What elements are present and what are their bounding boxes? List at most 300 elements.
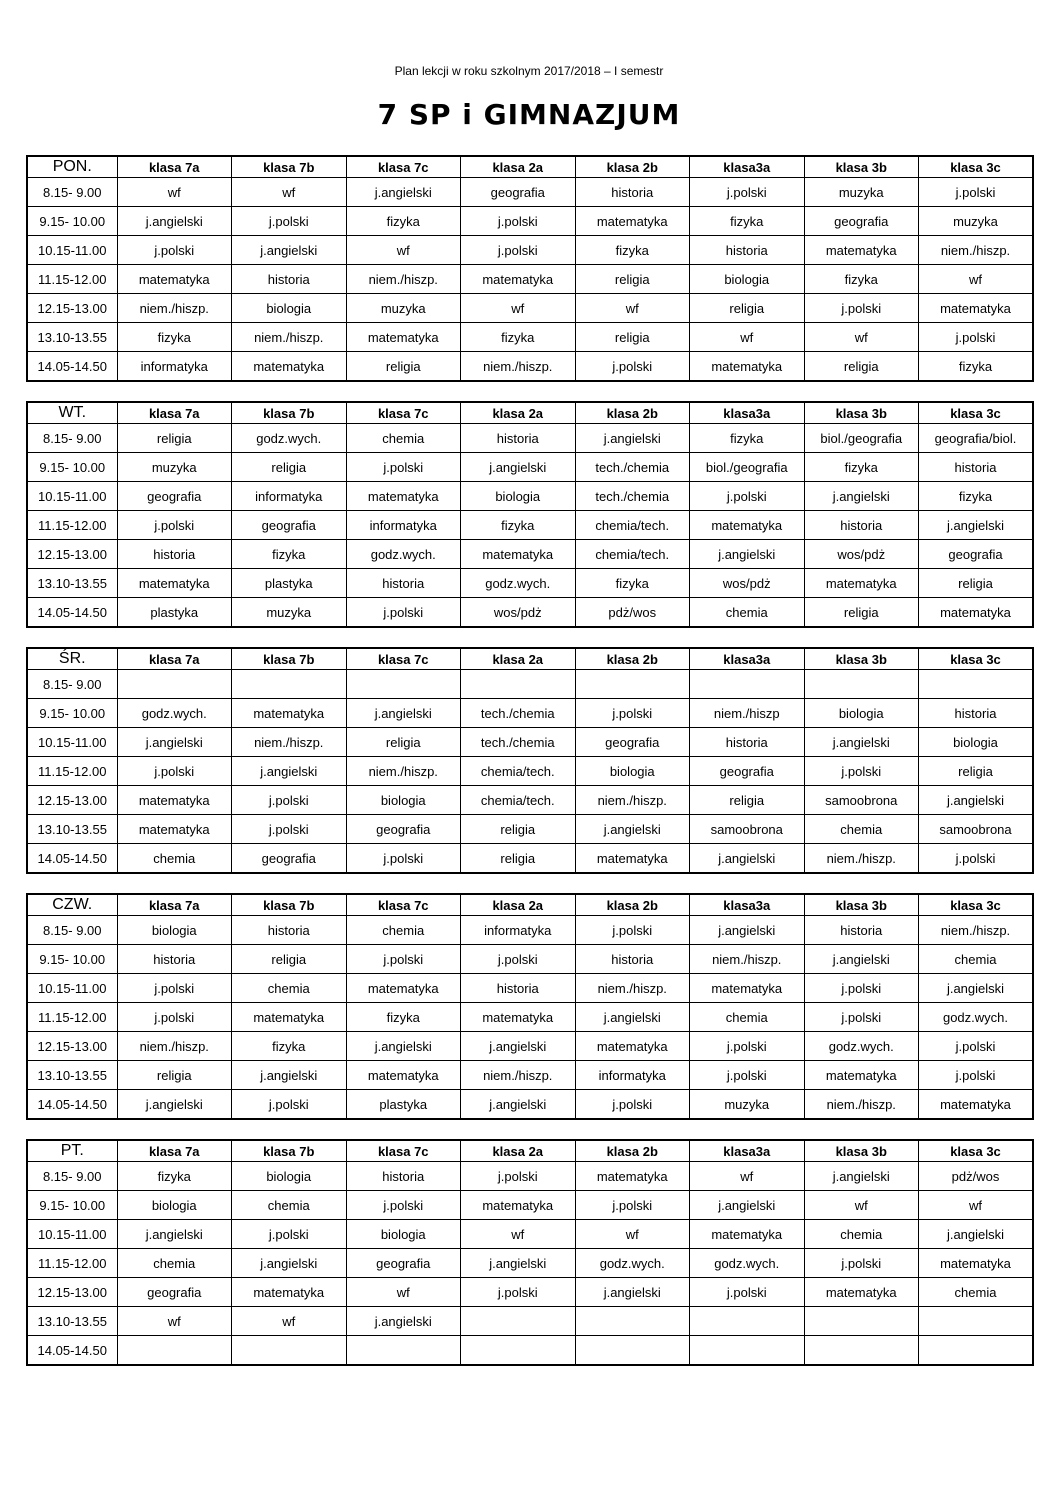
subject-cell: j.angielski (690, 844, 805, 874)
subject-cell: fizyka (346, 1003, 461, 1032)
subject-cell: fizyka (232, 1032, 347, 1061)
subject-cell: j.polski (117, 757, 232, 786)
subject-cell: j.polski (804, 1003, 919, 1032)
subject-cell: wf (919, 265, 1034, 294)
table-row (27, 1278, 1033, 1307)
subject-cell: niem./hiszp. (919, 916, 1034, 945)
subject-cell: religia (804, 352, 919, 382)
subject-cell: wf (575, 1220, 690, 1249)
day-name: PT. (27, 1140, 117, 1162)
subject-cell: matematyka (117, 569, 232, 598)
day-table (26, 155, 1034, 382)
subject-cell: niem./hiszp. (461, 1061, 576, 1090)
table-row (27, 1249, 1033, 1278)
subject-cell: j.polski (232, 815, 347, 844)
class-header: klasa 7b (232, 156, 347, 178)
subject-cell: muzyka (346, 294, 461, 323)
table-row (27, 207, 1033, 236)
subject-cell: historia (804, 511, 919, 540)
day-name: CZW. (27, 894, 117, 916)
lesson-time: 11.15-12.00 (27, 511, 117, 540)
subject-cell: godz.wych. (919, 1003, 1034, 1032)
subject-cell: niem./hiszp (690, 699, 805, 728)
subject-cell: geografia (232, 511, 347, 540)
subject-cell: wf (804, 1191, 919, 1220)
subject-cell: religia (919, 569, 1034, 598)
table-row (27, 670, 1033, 699)
table-row (27, 699, 1033, 728)
lesson-time: 9.15- 10.00 (27, 945, 117, 974)
subject-cell: plastyka (232, 569, 347, 598)
subject-cell: niem./hiszp. (346, 265, 461, 294)
table-row (27, 1090, 1033, 1120)
subject-cell: godz.wych. (117, 699, 232, 728)
subject-cell: j.polski (919, 1061, 1034, 1090)
subject-cell: j.polski (346, 453, 461, 482)
subject-cell: j.polski (346, 1191, 461, 1220)
class-header: klasa 3c (919, 894, 1034, 916)
subject-cell: religia (575, 265, 690, 294)
subject-cell: j.polski (919, 844, 1034, 874)
class-header: klasa 7c (346, 1140, 461, 1162)
class-header: klasa 7b (232, 402, 347, 424)
table-row (27, 178, 1033, 207)
subject-cell: wf (919, 1191, 1034, 1220)
subject-cell: biologia (232, 1162, 347, 1191)
subject-cell: matematyka (690, 511, 805, 540)
subject-cell (575, 1307, 690, 1336)
class-header: klasa 3c (919, 1140, 1034, 1162)
subject-cell: j.polski (804, 757, 919, 786)
subject-cell: j.polski (461, 945, 576, 974)
subject-cell: samoobrona (690, 815, 805, 844)
subject-cell: j.polski (117, 1003, 232, 1032)
subject-cell: j.polski (575, 1191, 690, 1220)
lesson-time: 11.15-12.00 (27, 265, 117, 294)
subject-cell: fizyka (575, 569, 690, 598)
subject-cell: j.angielski (919, 786, 1034, 815)
subject-cell: j.angielski (804, 728, 919, 757)
subject-cell: pdż/wos (575, 598, 690, 628)
subject-cell: historia (919, 699, 1034, 728)
subject-cell: muzyka (232, 598, 347, 628)
subject-cell: matematyka (690, 352, 805, 382)
subject-cell: wf (117, 178, 232, 207)
table-row (27, 728, 1033, 757)
subject-cell: j.polski (804, 1249, 919, 1278)
subject-cell: historia (804, 916, 919, 945)
subject-cell: matematyka (346, 323, 461, 352)
lesson-time: 8.15- 9.00 (27, 916, 117, 945)
class-header: klasa3a (690, 648, 805, 670)
table-row (27, 786, 1033, 815)
subject-cell: wf (461, 294, 576, 323)
subject-cell (919, 1336, 1034, 1366)
subject-cell: historia (117, 540, 232, 569)
lesson-time: 11.15-12.00 (27, 1003, 117, 1032)
class-header: klasa 7b (232, 894, 347, 916)
subject-cell: historia (232, 916, 347, 945)
subject-cell: j.polski (575, 352, 690, 382)
subject-cell (232, 1336, 347, 1366)
subject-cell: j.polski (346, 844, 461, 874)
header-row (27, 648, 1033, 670)
subject-cell: godz.wych. (232, 424, 347, 453)
subject-cell: chemia (690, 598, 805, 628)
class-header: klasa 2b (575, 402, 690, 424)
subject-cell: wf (232, 1307, 347, 1336)
day-name: PON. (27, 156, 117, 178)
subject-cell: religia (346, 728, 461, 757)
subject-cell: j.polski (461, 1278, 576, 1307)
class-header: klasa 3c (919, 402, 1034, 424)
class-header: klasa3a (690, 402, 805, 424)
lesson-time: 9.15- 10.00 (27, 1191, 117, 1220)
class-header: klasa 7b (232, 648, 347, 670)
subject-cell: j.angielski (232, 1249, 347, 1278)
subject-cell: geografia (232, 844, 347, 874)
subject-cell (919, 1307, 1034, 1336)
subject-cell: fizyka (804, 453, 919, 482)
subject-cell: matematyka (804, 569, 919, 598)
lesson-time: 9.15- 10.00 (27, 207, 117, 236)
subject-cell: religia (117, 424, 232, 453)
subject-cell: j.polski (117, 511, 232, 540)
subject-cell: biologia (919, 728, 1034, 757)
subject-cell: matematyka (575, 1032, 690, 1061)
class-header: klasa 7c (346, 648, 461, 670)
lesson-time: 14.05-14.50 (27, 844, 117, 874)
subject-cell: religia (232, 945, 347, 974)
subject-cell: j.polski (690, 1061, 805, 1090)
timetable-container (26, 155, 1032, 1385)
subject-cell: historia (575, 178, 690, 207)
table-row (27, 352, 1033, 382)
class-header: klasa 3b (804, 402, 919, 424)
subject-cell: matematyka (232, 1278, 347, 1307)
subject-cell: biologia (346, 1220, 461, 1249)
day-table (26, 1139, 1034, 1366)
subject-cell: j.angielski (575, 1003, 690, 1032)
subject-cell: j.angielski (117, 1220, 232, 1249)
header-row (27, 402, 1033, 424)
subject-cell: tech./chemia (575, 482, 690, 511)
subject-cell: j.angielski (346, 178, 461, 207)
subject-cell: j.angielski (346, 1032, 461, 1061)
lesson-time: 12.15-13.00 (27, 1032, 117, 1061)
lesson-time: 11.15-12.00 (27, 757, 117, 786)
lesson-time: 13.10-13.55 (27, 1307, 117, 1336)
day-table (26, 893, 1034, 1120)
subject-cell: j.angielski (919, 1220, 1034, 1249)
table-row (27, 511, 1033, 540)
class-header: klasa 7a (117, 156, 232, 178)
subject-cell: niem./hiszp. (232, 323, 347, 352)
class-header: klasa 2b (575, 894, 690, 916)
subject-cell: wf (804, 323, 919, 352)
table-row (27, 294, 1033, 323)
lesson-time: 8.15- 9.00 (27, 424, 117, 453)
subject-cell: j.angielski (690, 1191, 805, 1220)
subject-cell: matematyka (346, 482, 461, 511)
subject-cell: geografia (117, 1278, 232, 1307)
document-title: 7 SP i GIMNAZJUM (377, 98, 681, 131)
subject-cell: biologia (690, 265, 805, 294)
subject-cell: j.angielski (117, 728, 232, 757)
subject-cell (232, 670, 347, 699)
subject-cell: matematyka (232, 699, 347, 728)
header-row (27, 1140, 1033, 1162)
subject-cell: religia (690, 294, 805, 323)
subject-cell: chemia/tech. (461, 786, 576, 815)
subject-cell: j.angielski (575, 1278, 690, 1307)
lesson-time: 9.15- 10.00 (27, 699, 117, 728)
subject-cell: niem./hiszp. (117, 294, 232, 323)
class-header: klasa 3b (804, 156, 919, 178)
subject-cell: matematyka (461, 1003, 576, 1032)
table-row (27, 1307, 1033, 1336)
lesson-time: 11.15-12.00 (27, 1249, 117, 1278)
class-header: klasa 2b (575, 156, 690, 178)
class-header: klasa 7a (117, 1140, 232, 1162)
lesson-time: 8.15- 9.00 (27, 1162, 117, 1191)
day-name: WT. (27, 402, 117, 424)
subject-cell: j.polski (575, 916, 690, 945)
class-header: klasa 3b (804, 648, 919, 670)
day-table (26, 647, 1034, 874)
subject-cell: godz.wych. (690, 1249, 805, 1278)
subject-cell: j.angielski (575, 424, 690, 453)
class-header: klasa 3c (919, 156, 1034, 178)
table-row (27, 569, 1033, 598)
subject-cell: plastyka (117, 598, 232, 628)
subject-cell: matematyka (232, 1003, 347, 1032)
subject-cell: j.polski (690, 482, 805, 511)
subject-cell: niem./hiszp. (575, 786, 690, 815)
subject-cell: historia (232, 265, 347, 294)
subject-cell: tech./chemia (575, 453, 690, 482)
subject-cell: biologia (461, 482, 576, 511)
lesson-time: 14.05-14.50 (27, 1090, 117, 1120)
subject-cell: wf (117, 1307, 232, 1336)
subject-cell: historia (117, 945, 232, 974)
table-row (27, 757, 1033, 786)
subject-cell (461, 1307, 576, 1336)
table-row (27, 1003, 1033, 1032)
class-header: klasa 2a (461, 1140, 576, 1162)
subject-cell: chemia (919, 1278, 1034, 1307)
subject-cell: wos/pdż (690, 569, 805, 598)
subject-cell (575, 670, 690, 699)
subject-cell: matematyka (346, 1061, 461, 1090)
subject-cell (117, 670, 232, 699)
subject-cell: wos/pdż (461, 598, 576, 628)
subject-cell: matematyka (804, 236, 919, 265)
subject-cell: biol./geografia (804, 424, 919, 453)
table-row (27, 323, 1033, 352)
subject-cell: geografia (575, 728, 690, 757)
subject-cell: matematyka (919, 598, 1034, 628)
subject-cell: wf (690, 323, 805, 352)
subject-cell: fizyka (117, 1162, 232, 1191)
table-row (27, 1220, 1033, 1249)
day-name: ŚR. (27, 648, 117, 670)
subject-cell: j.polski (346, 598, 461, 628)
subject-cell: biologia (346, 786, 461, 815)
subject-cell: matematyka (919, 294, 1034, 323)
subject-cell: wos/pdż (804, 540, 919, 569)
subject-cell: j.angielski (461, 453, 576, 482)
subject-cell: j.angielski (461, 1249, 576, 1278)
lesson-time: 12.15-13.00 (27, 1278, 117, 1307)
subject-cell: chemia/tech. (575, 511, 690, 540)
lesson-time: 10.15-11.00 (27, 1220, 117, 1249)
subject-cell: matematyka (117, 265, 232, 294)
lesson-time: 10.15-11.00 (27, 728, 117, 757)
subject-cell: wf (346, 1278, 461, 1307)
lesson-time: 10.15-11.00 (27, 482, 117, 511)
subject-cell: religia (919, 757, 1034, 786)
subject-cell: j.angielski (346, 1307, 461, 1336)
subject-cell: j.polski (690, 178, 805, 207)
subject-cell: j.polski (804, 974, 919, 1003)
table-row (27, 265, 1033, 294)
subject-cell: chemia (232, 974, 347, 1003)
subject-cell: chemia (117, 1249, 232, 1278)
day-table (26, 401, 1034, 628)
lesson-time: 14.05-14.50 (27, 1336, 117, 1366)
subject-cell: muzyka (117, 453, 232, 482)
subject-cell: matematyka (575, 844, 690, 874)
subject-cell: fizyka (232, 540, 347, 569)
subject-cell (690, 670, 805, 699)
class-header: klasa 7b (232, 1140, 347, 1162)
class-header: klasa 7c (346, 156, 461, 178)
subject-cell (919, 670, 1034, 699)
subject-cell: niem./hiszp. (690, 945, 805, 974)
subject-cell: matematyka (232, 352, 347, 382)
subject-cell: historia (919, 453, 1034, 482)
subject-cell: biologia (232, 294, 347, 323)
subject-cell: wf (461, 1220, 576, 1249)
subject-cell: j.angielski (346, 699, 461, 728)
subject-cell: niem./hiszp. (346, 757, 461, 786)
subject-cell: tech./chemia (461, 699, 576, 728)
subject-cell: samoobrona (804, 786, 919, 815)
table-row (27, 815, 1033, 844)
subject-cell: matematyka (461, 540, 576, 569)
subject-cell: geografia (690, 757, 805, 786)
subject-cell: fizyka (690, 424, 805, 453)
subject-cell: fizyka (461, 323, 576, 352)
subject-cell: niem./hiszp. (117, 1032, 232, 1061)
subject-cell: godz.wych. (804, 1032, 919, 1061)
subject-cell: j.angielski (232, 1061, 347, 1090)
subject-cell (690, 1307, 805, 1336)
subject-cell: fizyka (346, 207, 461, 236)
subject-cell: religia (117, 1061, 232, 1090)
subject-cell: fizyka (919, 352, 1034, 382)
subject-cell: wf (232, 178, 347, 207)
table-row (27, 974, 1033, 1003)
subject-cell: chemia (117, 844, 232, 874)
subject-cell: fizyka (690, 207, 805, 236)
table-row (27, 482, 1033, 511)
subject-cell (804, 1336, 919, 1366)
subject-cell: matematyka (461, 265, 576, 294)
subject-cell: geografia (461, 178, 576, 207)
lesson-time: 12.15-13.00 (27, 540, 117, 569)
table-row (27, 236, 1033, 265)
subject-cell: j.polski (117, 236, 232, 265)
subject-cell: biol./geografia (690, 453, 805, 482)
lesson-time: 8.15- 9.00 (27, 670, 117, 699)
subject-cell: godz.wych. (575, 1249, 690, 1278)
subject-cell: chemia/tech. (461, 757, 576, 786)
subject-cell: fizyka (919, 482, 1034, 511)
subject-cell: religia (804, 598, 919, 628)
subject-cell: chemia (919, 945, 1034, 974)
subject-cell: muzyka (804, 178, 919, 207)
subject-cell (690, 1336, 805, 1366)
class-header: klasa 3b (804, 1140, 919, 1162)
subject-cell: j.angielski (232, 757, 347, 786)
header-row (27, 894, 1033, 916)
subject-cell: historia (346, 569, 461, 598)
subject-cell: informatyka (117, 352, 232, 382)
lesson-time: 8.15- 9.00 (27, 178, 117, 207)
subject-cell: j.polski (919, 178, 1034, 207)
subject-cell (461, 1336, 576, 1366)
subject-cell: fizyka (117, 323, 232, 352)
subject-cell: biologia (575, 757, 690, 786)
subject-cell: muzyka (919, 207, 1034, 236)
subject-cell: pdż/wos (919, 1162, 1034, 1191)
subject-cell: wf (575, 294, 690, 323)
subject-cell: godz.wych. (346, 540, 461, 569)
subject-cell: biologia (117, 916, 232, 945)
table-row (27, 844, 1033, 874)
subject-cell: chemia (346, 424, 461, 453)
subject-cell: matematyka (919, 1249, 1034, 1278)
subject-cell: j.angielski (919, 974, 1034, 1003)
table-row (27, 916, 1033, 945)
class-header: klasa 7a (117, 402, 232, 424)
class-header: klasa 7c (346, 894, 461, 916)
subject-cell: j.polski (575, 699, 690, 728)
lesson-time: 13.10-13.55 (27, 323, 117, 352)
table-row (27, 598, 1033, 628)
class-header: klasa 3b (804, 894, 919, 916)
subject-cell: chemia (346, 916, 461, 945)
subject-cell: religia (690, 786, 805, 815)
subject-cell: j.angielski (232, 236, 347, 265)
subject-cell: wf (690, 1162, 805, 1191)
table-row (27, 945, 1033, 974)
subject-cell: j.polski (232, 1220, 347, 1249)
subject-cell: chemia (804, 815, 919, 844)
subject-cell: j.angielski (461, 1090, 576, 1120)
class-header: klasa3a (690, 156, 805, 178)
class-header: klasa3a (690, 1140, 805, 1162)
subject-cell: muzyka (690, 1090, 805, 1120)
subject-cell (346, 670, 461, 699)
lesson-time: 10.15-11.00 (27, 236, 117, 265)
subject-cell: religia (461, 815, 576, 844)
class-header: klasa 3c (919, 648, 1034, 670)
subject-cell: j.polski (232, 207, 347, 236)
subject-cell: historia (346, 1162, 461, 1191)
